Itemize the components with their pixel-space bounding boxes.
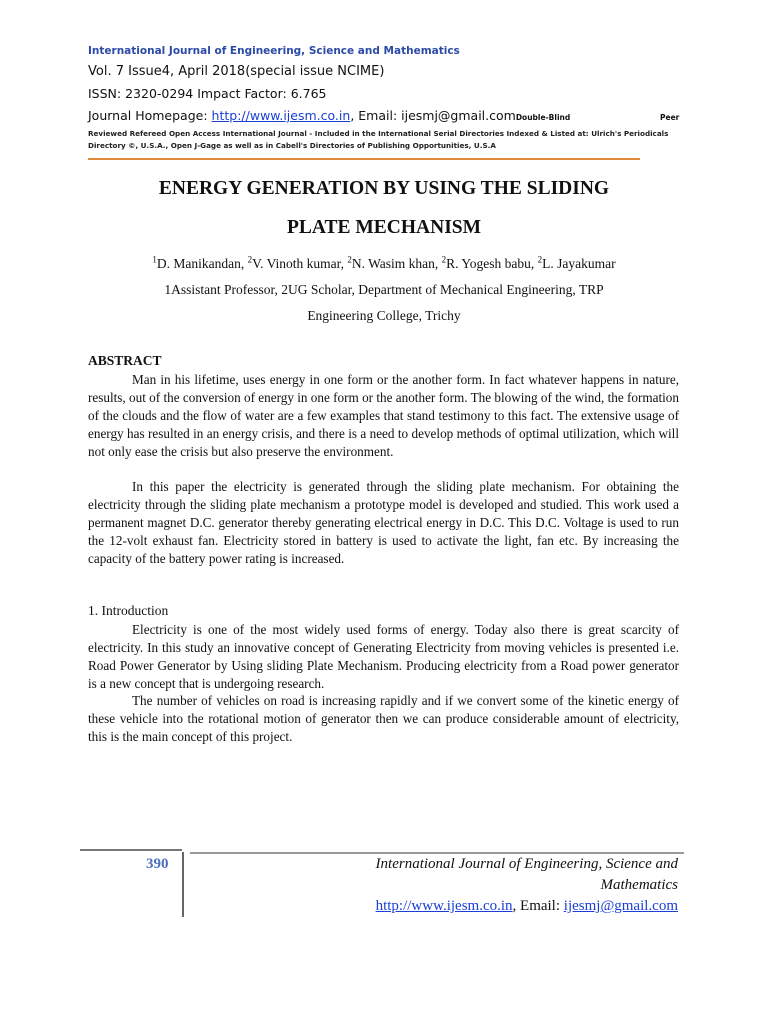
author-affiliation-mark: 2 [247,254,253,264]
footer-divider-left [80,849,182,851]
footer-journal-line-1: International Journal of Engineering, Science and [375,856,678,872]
review-note: Reviewed Refereed Open Access International Journal - Included in the International Serial Directories Indexed & Listed at: Ulrich's Periodicals Directory ©, U.S.A., Open J-Gage as well as in Cabell's Directories of Publishing Opportunities, U.S.A [88,129,669,150]
footer-journal-line-2: Mathematics [600,877,678,893]
email-label: , Email: [350,108,402,123]
author-name: V. Vinoth kumar, [252,255,348,271]
paper-title-line-2: PLATE MECHANISM [286,217,482,238]
footer-homepage-link[interactable]: http://www.ijesm.co.in [375,898,513,914]
introduction-heading: 1. Introduction [88,603,169,618]
author-name: L. Jayakumar [542,255,616,271]
issn-value: 2320-0294 [125,86,194,101]
author [347,256,441,271]
footer-vertical-divider [182,852,184,917]
author-affiliation-mark: 2 [347,254,352,264]
abstract-paragraph-2: In this paper the electricity is generated through the sliding plate mechanism. For obtaining the electricity through the sliding plate mechanism a prototype model is developed and studied. This work used a permanent magnet D.C. generator thereby generating electrical energy in D.C. This D.C. Voltage is used to run the 12-volt exhaust fan. Electricity stored in battery is used to activate the light, fan etc. By increasing the capacity of the battery power rating is increased. [88,479,679,566]
footer-divider-right [190,852,684,854]
homepage-link[interactable]: http://www.ijesm.co.in [211,108,351,123]
homepage-label: Journal Homepage: [88,108,208,123]
footer-email-link[interactable]: ijesmj@gmail.com [563,898,678,914]
page-number: 390 [146,856,169,872]
impact-label: Impact Factor: [197,86,287,101]
issn-label: ISSN: [88,86,122,101]
author-name: D. Manikandan, [156,255,248,271]
peer-label: Peer [660,113,680,122]
issn-line [88,86,326,101]
author-name: R. Yogesh babu, [446,255,538,271]
paper-title-line-1: ENERGY GENERATION BY USING THE SLIDING [158,178,610,199]
introduction-paragraph-1: Electricity is one of the most widely used forms of energy. Today also there is great scarcity of electricity. In this study an innovative concept of Generating Electricity from moving vehicles is presented i.e. Road Power Generator by Using sliding Plate Mechanism. Producing electricity from a Road power generator is a new concept that is undergoing research. [88,622,679,691]
footer-links [300,898,678,915]
author-affiliation-mark: 2 [537,254,543,264]
author-name: N. Wasim khan, [351,255,442,271]
affiliation-line-1: 1Assistant Professor, 2UG Scholar, Department of Mechanical Engineering, TRP [164,282,604,297]
introduction-paragraph-2: The number of vehicles on road is increasing rapidly and if we convert some of the kinetic energy of these vehicle into the rotational motion of generator then we can produce considerable amount of electricity, this is the main concept of this project. [88,693,679,744]
author [442,256,538,271]
author-affiliation-mark: 1 [152,254,157,264]
volume-line: Vol. 7 Issue4, April 2018(special issue NCIME) [88,64,385,79]
author [538,256,616,271]
journal-name: International Journal of Engineering, Science and Mathematics [88,45,460,57]
footer-email-label: , Email: [512,898,564,914]
abstract-heading: ABSTRACT [88,353,162,368]
header-divider [88,158,640,160]
affiliation-line-2: Engineering College, Trichy [307,308,461,323]
impact-value: 6.765 [290,86,327,101]
header-email: ijesmj@gmail.com [401,108,516,123]
author-affiliation-mark: 2 [441,254,447,264]
author-list [88,254,680,272]
author [248,256,348,271]
author [152,256,247,271]
homepage-line [88,108,680,123]
double-blind-label: Double-Blind [515,113,571,122]
abstract-paragraph-1: Man in his lifetime, uses energy in one form or the another form. In fact whatever happens in nature, results, out of the conversion of energy in one form or the another form. The blowing of the wind, the formation of the clouds and the flow of water are a few examples that stand testimony to this fact. The extensive usage of energy has resulted in an energy crisis, and there is a need to develop methods of optimal utilization, which will not only ease the crisis but also preserve the environment. [88,372,679,459]
